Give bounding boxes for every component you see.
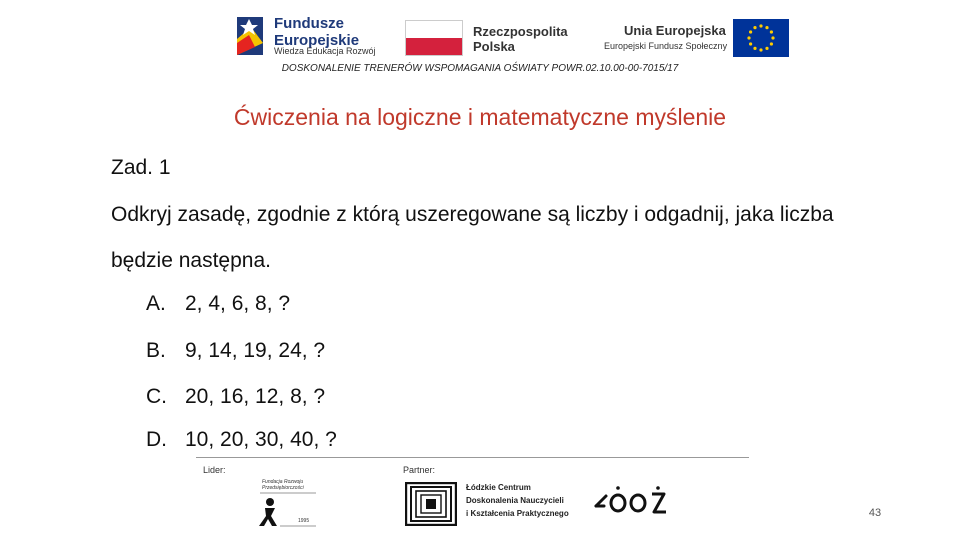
rzeczpospolita-title: Rzeczpospolita Polska <box>473 24 568 54</box>
page-number: 43 <box>868 507 882 519</box>
project-code: DOSKONALENIE TRENERÓW WSPOMAGANIA OŚWIATY POWR.02.10.00-00-7015/17 <box>281 63 679 74</box>
option-sequence: 20, 16, 12, 8, ? <box>185 385 326 408</box>
option-b <box>146 339 325 363</box>
option-letter: C. <box>146 385 167 408</box>
footer-divider <box>196 457 749 458</box>
option-sequence: 10, 20, 30, 40, ? <box>185 428 337 451</box>
lodz-city-logo-icon <box>592 484 670 518</box>
option-letter: D. <box>146 428 167 451</box>
option-letter: A. <box>146 292 166 315</box>
lider-label: Lider: <box>203 465 226 475</box>
lider-year: 1995 <box>298 518 310 524</box>
option-letter: B. <box>146 339 166 362</box>
fundusze-europejskie-logo-icon <box>233 13 269 59</box>
task-instruction-line1: Odkryj zasadę, zgodnie z którą uszeregowane są liczby i odgadnij, jaka liczba <box>111 203 834 226</box>
efs-title: Europejski Fundusz Społeczny <box>604 41 728 51</box>
option-c <box>146 385 325 409</box>
eu-flag-icon <box>733 19 789 57</box>
partner-org-name: Łódzkie Centrum Doskonalenia Nauczycieli i Kształcenia Praktycznego <box>466 483 569 518</box>
unia-europejska-title: Unia Europejska <box>624 23 726 38</box>
task-instruction-line2: będzie następna. <box>111 249 271 272</box>
option-a <box>146 292 290 316</box>
option-d <box>146 428 337 452</box>
program-name: Wiedza Edukacja Rozwój <box>274 46 376 56</box>
partner-logo-icon <box>405 482 457 526</box>
partner-label: Partner: <box>403 465 436 475</box>
lider-org-name: Fundacja Rozwoju Przedsiębiorczości <box>262 479 304 491</box>
task-label: Zad. 1 <box>111 156 171 179</box>
fundusze-europejskie-title: Fundusze Europejskie <box>274 15 360 49</box>
option-sequence: 9, 14, 19, 24, ? <box>185 339 326 362</box>
option-sequence: 2, 4, 6, 8, ? <box>185 292 291 315</box>
page-title: Ćwiczenia na logiczne i matematyczne myślenie <box>233 104 727 130</box>
polish-flag-icon <box>405 20 463 56</box>
